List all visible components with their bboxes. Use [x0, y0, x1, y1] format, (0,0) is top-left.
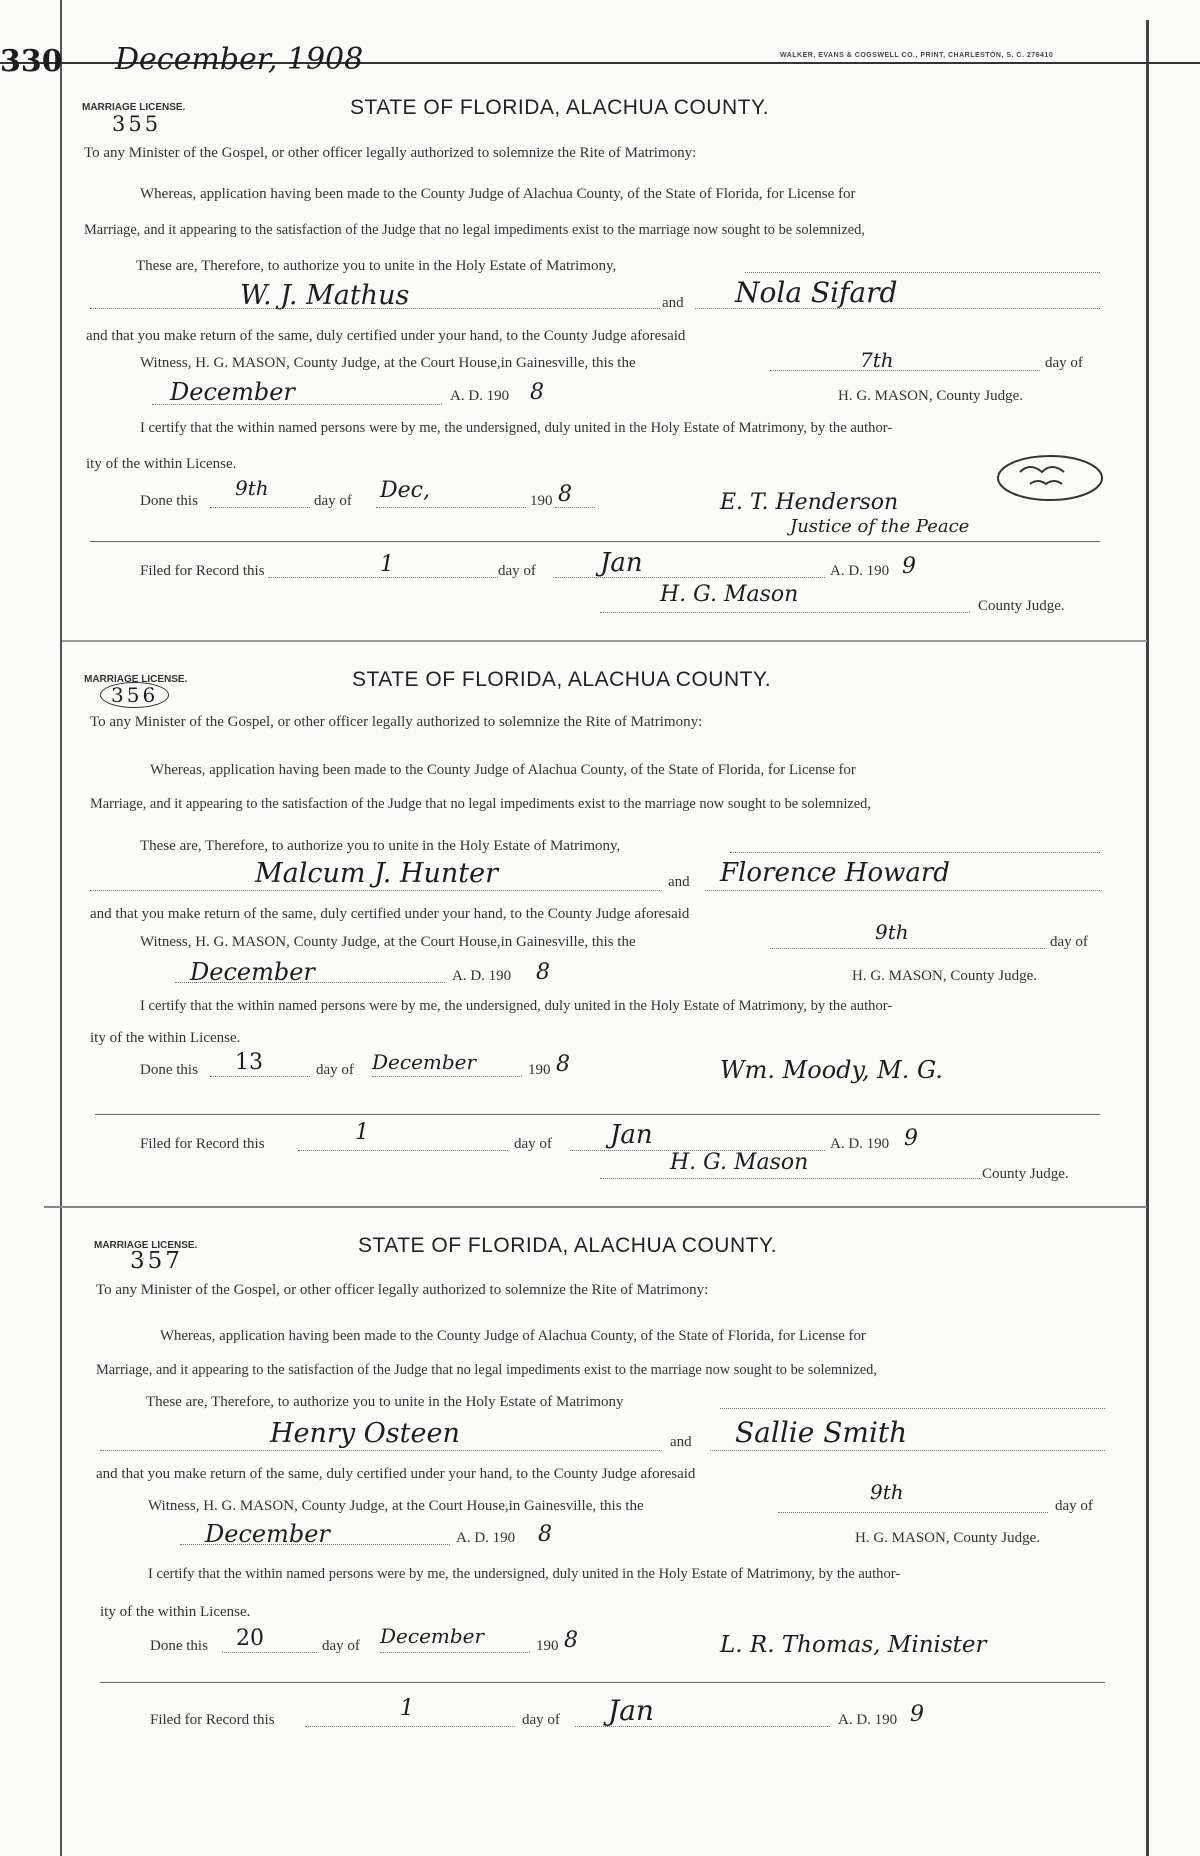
dotted-leader — [600, 1178, 980, 1179]
license-month: December — [190, 958, 315, 986]
return-line: and that you make return of the same, duly certified under your hand, to the County Judge aforesaid — [90, 906, 690, 922]
license-block — [0, 642, 1200, 1207]
filed-month: Jan — [600, 548, 643, 578]
done-year: 8 — [556, 1052, 570, 1077]
license-address: To any Minister of the Gospel, or other officer legally authorized to solemnize the Rite of Matrimony: — [90, 714, 703, 730]
witness-line: Witness, H. G. MASON, County Judge, at the Court House,in Gainesville, this the — [140, 934, 636, 950]
and-label: and — [670, 1434, 692, 1450]
day-of-label: day of — [1055, 1498, 1093, 1514]
filed-day: 1 — [380, 552, 394, 577]
filed-day-of-label: day of — [514, 1136, 552, 1152]
these-are-line: These are, Therefore, to authorize you to unite in the Holy Estate of Matrimony, — [140, 838, 621, 854]
filed-label: Filed for Record this — [140, 1136, 265, 1152]
ad-year: 8 — [536, 960, 550, 985]
dotted-leader — [100, 1450, 660, 1451]
certify-line-2: ity of the within License. — [100, 1604, 251, 1620]
done-this-label: Done this — [140, 1062, 198, 1078]
printer-credit: WALKER, EVANS & COGSWELL CO., PRINT, CHARLESTON, S. C. 276410 — [780, 52, 1054, 59]
dotted-leader — [745, 272, 1100, 273]
license-address: To any Minister of the Gospel, or other officer legally authorized to solemnize the Rite of Matrimony: — [96, 1282, 709, 1298]
done-day-of-label: day of — [316, 1062, 354, 1078]
section-divider — [90, 541, 1100, 542]
bride-name: Nola Sifard — [735, 276, 898, 309]
filed-ad-label: A. D. 190 — [830, 563, 890, 579]
filed-label: Filed for Record this — [140, 563, 265, 579]
whereas-line-2: Marriage, and it appearing to the satisfaction of the Judge that no legal impediments exist to the marriage now sought to be solemnized, — [90, 796, 871, 812]
ad-label: A. D. 190 — [456, 1530, 516, 1546]
groom-name: Malcum J. Hunter — [255, 858, 499, 889]
witness-day: 7th — [860, 348, 894, 372]
and-label: and — [668, 874, 690, 890]
section-divider — [95, 1114, 1100, 1115]
witness-line: Witness, H. G. MASON, County Judge, at the Court House,in Gainesville, this the — [148, 1498, 644, 1514]
license-month: December — [205, 1520, 330, 1548]
whereas-line-2: Marriage, and it appearing to the satisfaction of the Judge that no legal impediments exist to the marriage now sought to be solemnized, — [84, 222, 865, 238]
section-divider — [100, 1682, 1105, 1683]
dotted-leader — [720, 1408, 1105, 1409]
certify-line-1: I certify that the within named persons were by me, the undersigned, duly united in the Holy Estate of Matrimony, by the author- — [140, 420, 893, 436]
page-number: 330 — [0, 44, 63, 79]
filed-month: Jan — [610, 1120, 653, 1150]
done-day-of-label: day of — [322, 1638, 360, 1654]
done-year-prefix: 190 — [530, 493, 553, 509]
ad-label: A. D. 190 — [450, 388, 510, 404]
license-title: STATE OF FLORIDA, ALACHUA COUNTY. — [350, 96, 770, 119]
certify-line-1: I certify that the within named persons were by me, the undersigned, duly united in the Holy Estate of Matrimony, by the author- — [148, 1566, 901, 1582]
license-label: MARRIAGE LICENSE. — [84, 674, 188, 685]
license-block — [0, 0, 1200, 640]
dotted-leader — [380, 1652, 530, 1653]
dotted-leader — [778, 1512, 1048, 1513]
dotted-leader — [695, 308, 1100, 309]
license-block — [0, 1208, 1200, 1856]
dotted-leader — [372, 1076, 522, 1077]
officiant-signature: E. T. Henderson — [720, 490, 899, 515]
dotted-leader — [90, 308, 660, 309]
county-judge-signature: H. G. Mason — [660, 582, 799, 607]
license-number: 356 — [100, 682, 169, 708]
whereas-line-1: Whereas, application having been made to the County Judge of Alachua County, of the State of Florida, for License for — [160, 1328, 866, 1344]
bride-name: Florence Howard — [720, 858, 950, 888]
dotted-leader — [600, 612, 970, 613]
dotted-leader — [555, 507, 595, 508]
license-title: STATE OF FLORIDA, ALACHUA COUNTY. — [358, 1234, 778, 1257]
filed-year: 9 — [902, 554, 916, 579]
these-are-line: These are, Therefore, to authorize you to unite in the Holy Estate of Matrimony, — [136, 258, 617, 274]
dotted-leader — [268, 577, 498, 578]
county-judge-signature: H. G. Mason — [670, 1150, 809, 1175]
filed-day: 1 — [400, 1696, 414, 1721]
filed-day-of-label: day of — [522, 1712, 560, 1728]
groom-name: W. J. Mathus — [240, 280, 410, 311]
license-number: 355 — [112, 112, 162, 136]
groom-name: Henry Osteen — [270, 1418, 460, 1449]
dotted-leader — [90, 890, 660, 891]
dotted-leader — [770, 948, 1045, 949]
done-month: December — [372, 1050, 477, 1074]
dotted-leader — [210, 507, 310, 508]
filed-label: Filed for Record this — [150, 1712, 275, 1728]
certify-line-2: ity of the within License. — [90, 1030, 241, 1046]
dotted-leader — [710, 1450, 1105, 1451]
day-of-label: day of — [1050, 934, 1088, 950]
filed-ad-label: A. D. 190 — [838, 1712, 898, 1728]
these-are-line: These are, Therefore, to authorize you to unite in the Holy Estate of Matrimony — [146, 1394, 624, 1410]
filed-year: 9 — [910, 1702, 924, 1727]
done-month: December — [380, 1624, 485, 1648]
ad-year: 8 — [538, 1522, 552, 1547]
return-line: and that you make return of the same, duly certified under your hand, to the County Judge aforesaid — [86, 328, 686, 344]
whereas-line-1: Whereas, application having been made to the County Judge of Alachua County, of the State of Florida, for License for — [140, 186, 856, 202]
done-day: 9th — [235, 476, 269, 500]
officiant-signature: Wm. Moody, M. G. — [720, 1056, 943, 1084]
filed-year: 9 — [904, 1126, 918, 1151]
dotted-leader — [555, 577, 825, 578]
done-day: 20 — [236, 1626, 264, 1651]
done-year-prefix: 190 — [536, 1638, 559, 1654]
done-day: 13 — [235, 1050, 263, 1075]
done-year-prefix: 190 — [528, 1062, 551, 1078]
dotted-leader — [305, 1726, 515, 1727]
ad-year: 8 — [530, 380, 544, 405]
done-month: Dec, — [380, 478, 430, 503]
judge-signature-label: H. G. MASON, County Judge. — [855, 1530, 1041, 1546]
done-this-label: Done this — [150, 1638, 208, 1654]
done-year: 8 — [558, 482, 572, 507]
license-label: MARRIAGE LICENSE. — [82, 102, 186, 113]
dotted-leader — [180, 1544, 450, 1545]
signature-flourish-icon — [990, 448, 1110, 508]
dotted-leader — [730, 852, 1100, 853]
dotted-leader — [210, 1076, 310, 1077]
witness-line: Witness, H. G. MASON, County Judge, at the Court House,in Gainesville, this the — [140, 355, 636, 371]
done-day-of-label: day of — [314, 493, 352, 509]
officiant-title: Justice of the Peace — [790, 516, 970, 537]
county-judge-label: County Judge. — [978, 598, 1065, 614]
whereas-line-1: Whereas, application having been made to the County Judge of Alachua County, of the State of Florida, for License for — [150, 762, 856, 778]
dotted-leader — [152, 404, 442, 405]
license-month: December — [170, 378, 295, 406]
dotted-leader — [298, 1150, 508, 1151]
filed-month: Jan — [608, 1694, 654, 1727]
return-line: and that you make return of the same, duly certified under your hand, to the County Judge aforesaid — [96, 1466, 696, 1482]
page-header-month: December, 1908 — [115, 42, 364, 77]
filed-ad-label: A. D. 190 — [830, 1136, 890, 1152]
filed-day-of-label: day of — [498, 563, 536, 579]
and-label: and — [662, 295, 684, 311]
certify-line-1: I certify that the within named persons were by me, the undersigned, duly united in the Holy Estate of Matrimony, by the author- — [140, 998, 893, 1014]
county-judge-label: County Judge. — [982, 1166, 1069, 1182]
license-title: STATE OF FLORIDA, ALACHUA COUNTY. — [352, 668, 772, 691]
filed-day: 1 — [355, 1120, 369, 1145]
dotted-leader — [705, 890, 1100, 891]
dotted-leader — [222, 1652, 317, 1653]
license-address: To any Minister of the Gospel, or other officer legally authorized to solemnize the Rite of Matrimony: — [84, 145, 697, 161]
judge-signature-label: H. G. MASON, County Judge. — [852, 968, 1038, 984]
done-year: 8 — [564, 1628, 578, 1653]
ad-label: A. D. 190 — [452, 968, 512, 984]
witness-day: 9th — [875, 920, 909, 944]
witness-day: 9th — [870, 1480, 904, 1504]
judge-signature-label: H. G. MASON, County Judge. — [838, 388, 1024, 404]
officiant-signature: L. R. Thomas, Minister — [720, 1632, 987, 1658]
whereas-line-2: Marriage, and it appearing to the satisfaction of the Judge that no legal impediments exist to the marriage now sought to be solemnized, — [96, 1362, 877, 1378]
license-number: 357 — [130, 1248, 183, 1274]
dotted-leader — [770, 370, 1040, 371]
done-this-label: Done this — [140, 493, 198, 509]
license-label: MARRIAGE LICENSE. — [94, 1240, 198, 1251]
day-of-label: day of — [1045, 355, 1083, 371]
bride-name: Sallie Smith — [735, 1416, 908, 1449]
certify-line-2: ity of the within License. — [86, 456, 237, 472]
dotted-leader — [376, 507, 526, 508]
dotted-leader — [175, 982, 445, 983]
